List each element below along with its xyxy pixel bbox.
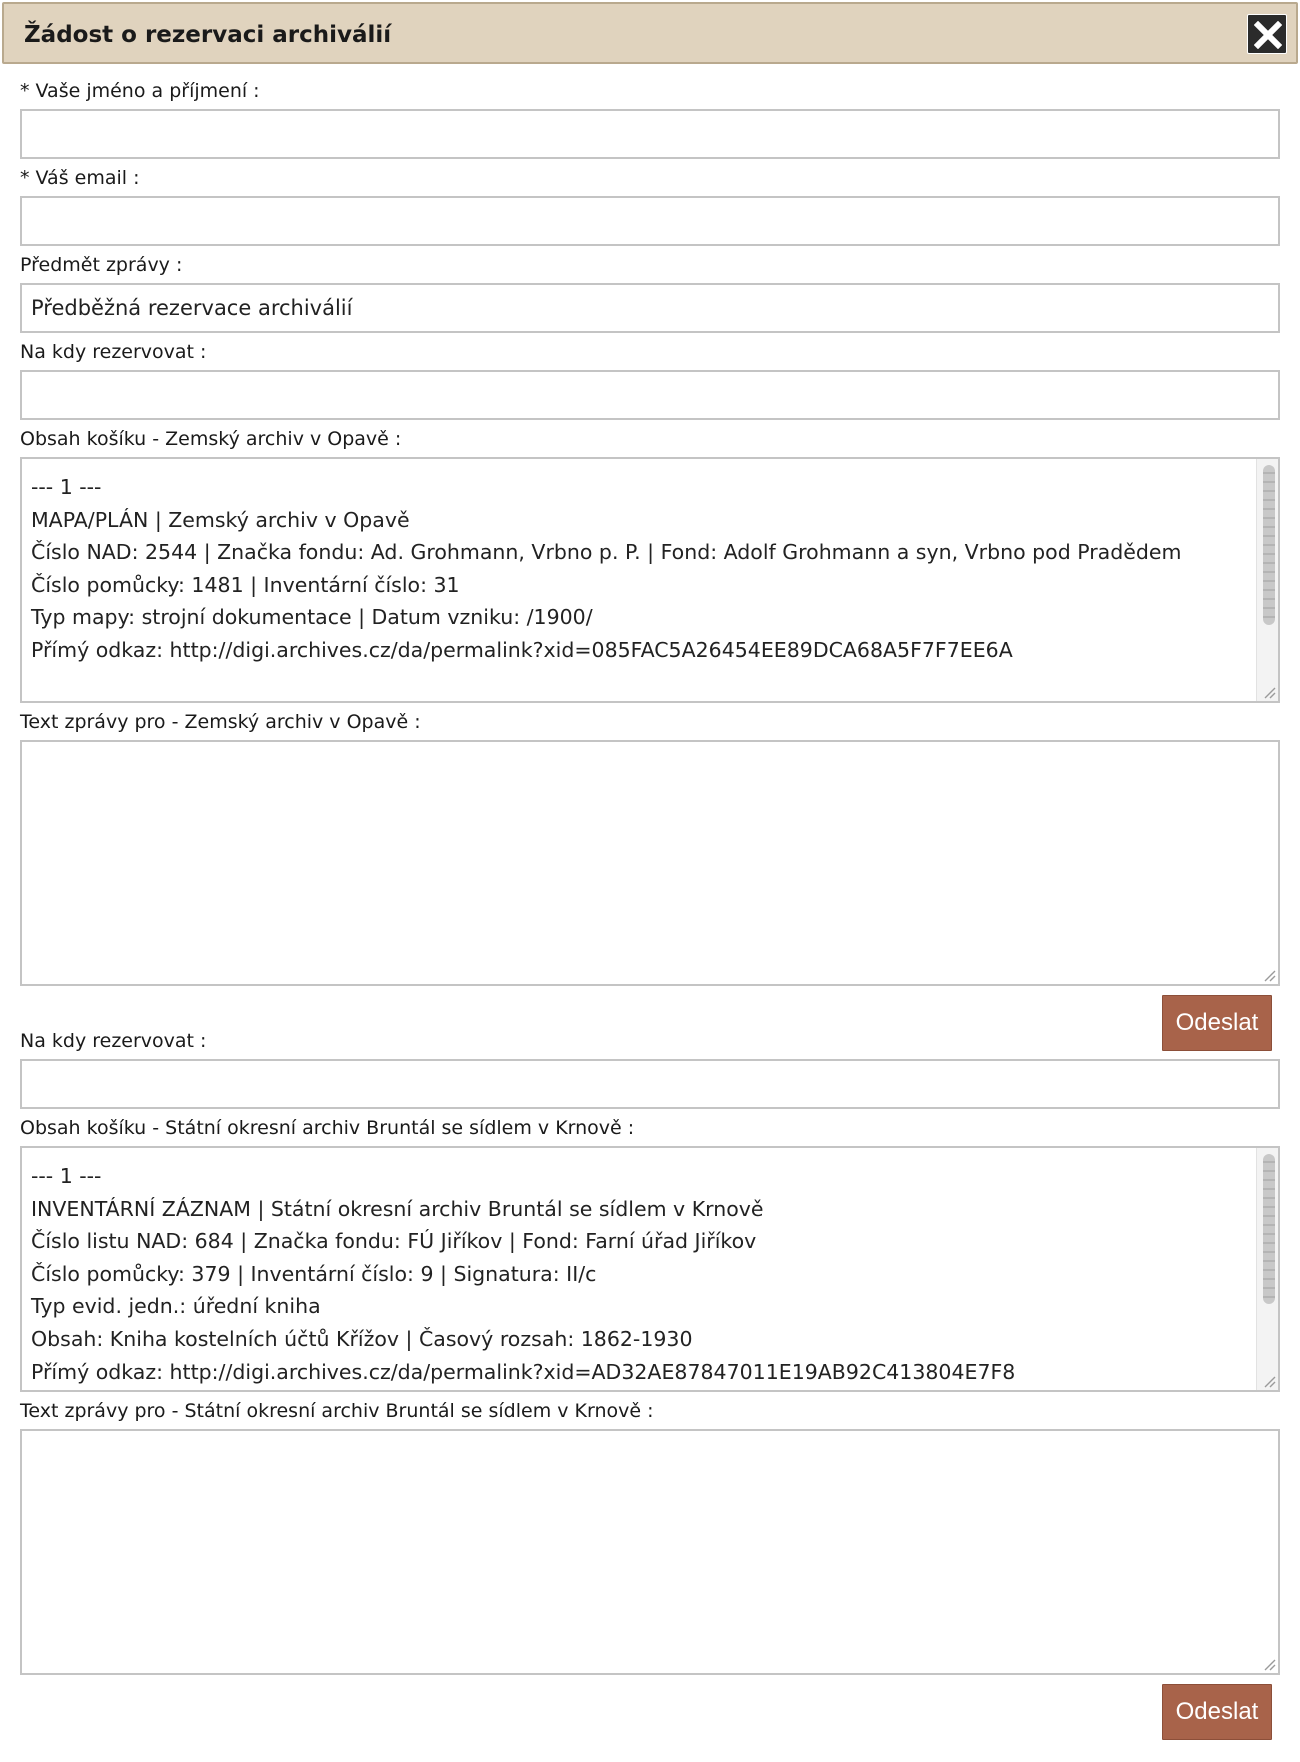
cart-label: Obsah košíku - Zemský archiv v Opavě : bbox=[20, 428, 402, 450]
cart-line: INVENTÁRNÍ ZÁZNAM | Státní okresní archiv Bruntál se sídlem v Krnově bbox=[31, 1196, 764, 1221]
cart-line: --- 1 --- bbox=[31, 475, 102, 499]
resize-grip-icon[interactable] bbox=[1260, 966, 1276, 982]
cart-line: --- 1 --- bbox=[31, 1164, 102, 1188]
cart-scrollbar[interactable] bbox=[1256, 1148, 1278, 1390]
reserve-date-input[interactable] bbox=[20, 370, 1280, 420]
reserve-date-input[interactable] bbox=[20, 1059, 1280, 1109]
cart-line: Číslo listu NAD: 684 | Značka fondu: FÚ Jiříkov | Fond: Farní úřad Jiříkov bbox=[31, 1229, 757, 1254]
cart-line: Číslo pomůcky: 379 | Inventární číslo: 9 | Signatura: II/c bbox=[31, 1261, 597, 1286]
dialog-titlebar bbox=[2, 2, 1298, 64]
cart-line: Přímý odkaz: http://digi.archives.cz/da/permalink?xid=AD32AE87847011E19AB92C413804E7F8 bbox=[31, 1359, 1016, 1384]
dialog-title: Žádost o rezervaci archiválií bbox=[24, 22, 392, 48]
email-label: * Váš email : bbox=[20, 167, 140, 189]
send-button[interactable]: Odeslat bbox=[1162, 1684, 1272, 1740]
name-label: * Vaše jméno a příjmení : bbox=[20, 80, 260, 102]
email-input[interactable] bbox=[20, 196, 1280, 246]
message-label: Text zprávy pro - Státní okresní archiv Bruntál se sídlem v Krnově : bbox=[20, 1400, 654, 1422]
cart-label: Obsah košíku - Státní okresní archiv Bruntál se sídlem v Krnově : bbox=[20, 1117, 635, 1139]
scroll-thumb[interactable] bbox=[1263, 465, 1275, 625]
close-button[interactable] bbox=[1247, 14, 1287, 54]
cart-line: Typ evid. jedn.: úřední kniha bbox=[31, 1294, 321, 1319]
message-label: Text zprávy pro - Zemský archiv v Opavě : bbox=[20, 711, 421, 733]
cart-content bbox=[31, 1160, 1248, 1388]
resize-grip-icon[interactable] bbox=[1260, 1372, 1276, 1388]
message-textarea[interactable] bbox=[20, 1429, 1280, 1675]
cart-line: Přímý odkaz: http://digi.archives.cz/da/permalink?xid=085FAC5A26454EE89DCA68A5F7F7EE6A bbox=[31, 637, 1013, 662]
cart-line: Číslo pomůcky: 1481 | Inventární číslo: 31 bbox=[31, 572, 460, 597]
cart-content bbox=[31, 471, 1248, 667]
message-textarea[interactable] bbox=[20, 740, 1280, 986]
cart-line: MAPA/PLÁN | Zemský archiv v Opavě bbox=[31, 507, 410, 532]
reserve-date-label: Na kdy rezervovat : bbox=[20, 1030, 207, 1052]
cart-line: Číslo NAD: 2544 | Značka fondu: Ad. Grohmann, Vrbno p. P. | Fond: Adolf Grohmann a syn, Vrbno pod Pradědem bbox=[31, 540, 1182, 565]
close-icon bbox=[1254, 21, 1282, 49]
name-input[interactable] bbox=[20, 109, 1280, 159]
reserve-date-label: Na kdy rezervovat : bbox=[20, 341, 207, 363]
cart-line: Obsah: Kniha kostelních účtů Křížov | Časový rozsah: 1862-1930 bbox=[31, 1326, 693, 1351]
subject-input[interactable] bbox=[20, 283, 1280, 333]
resize-grip-icon[interactable] bbox=[1260, 1655, 1276, 1671]
send-button[interactable]: Odeslat bbox=[1162, 995, 1272, 1051]
cart-scrollbar[interactable] bbox=[1256, 459, 1278, 701]
cart-textarea[interactable] bbox=[20, 1146, 1280, 1392]
scroll-thumb[interactable] bbox=[1263, 1154, 1275, 1304]
resize-grip-icon[interactable] bbox=[1260, 683, 1276, 699]
cart-textarea[interactable] bbox=[20, 457, 1280, 703]
subject-label: Předmět zprávy : bbox=[20, 254, 183, 276]
cart-line: Typ mapy: strojní dokumentace | Datum vzniku: /1900/ bbox=[31, 605, 593, 630]
subject-value: Předběžná rezervace archiválií bbox=[31, 296, 353, 320]
